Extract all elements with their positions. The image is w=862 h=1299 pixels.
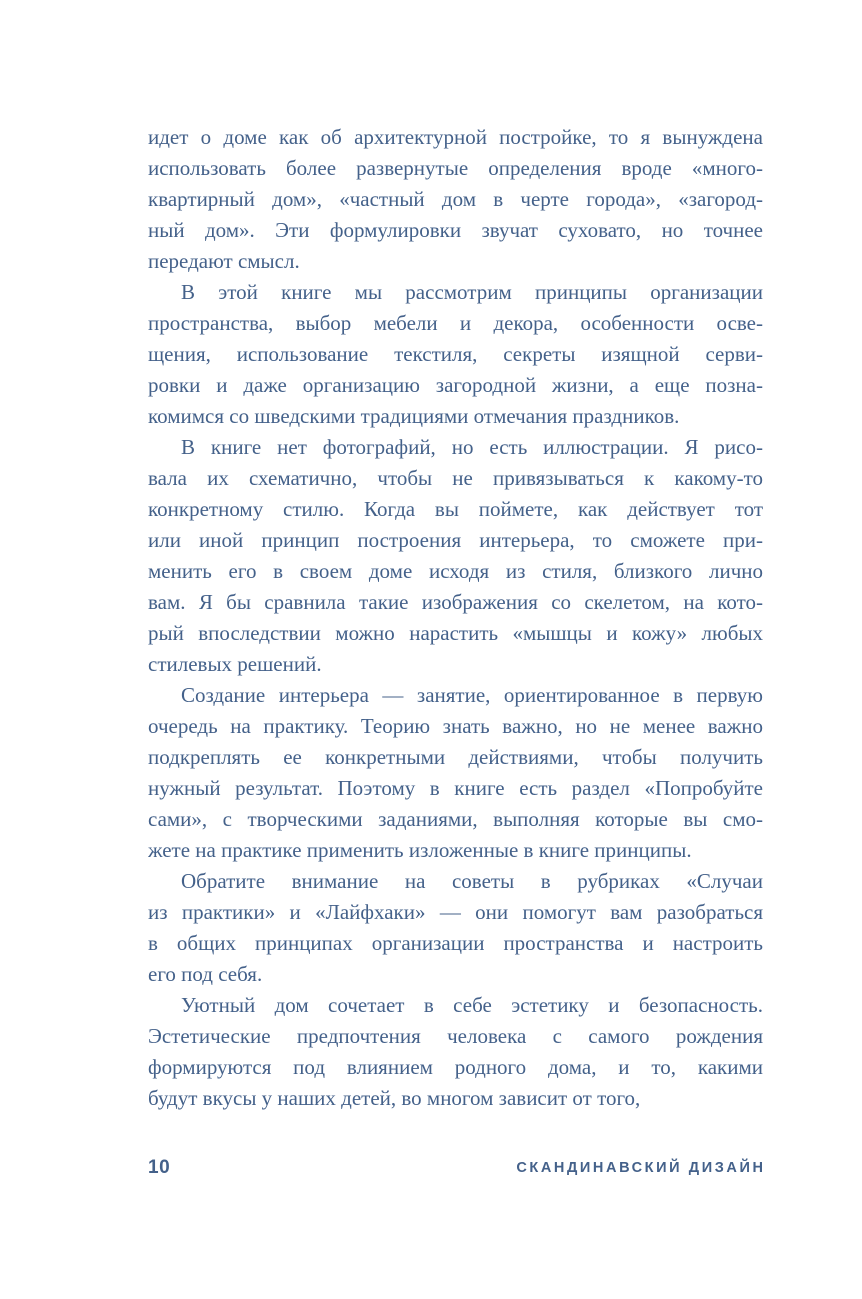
text-line: подкреплять ее конкретными действиями, чтобы получить (148, 745, 763, 769)
paragraph (148, 680, 763, 866)
paragraph (148, 277, 763, 432)
text-line: передают смысл. (148, 249, 300, 273)
paragraph (148, 122, 763, 277)
text-line: его под себя. (148, 962, 263, 986)
text-line: рый впоследствии можно нарастить «мышцы и кожу» любых (148, 621, 763, 645)
text-line: очередь на практику. Теорию знать важно, но не менее важно (148, 714, 763, 738)
text-line: Создание интерьера — занятие, ориентированное в первую (181, 683, 763, 707)
text-line: нужный результат. Поэтому в книге есть раздел «Попробуйте (148, 776, 763, 800)
page-number: 10 (148, 1157, 171, 1178)
text-line: Обратите внимание на советы в рубриках «Случаи (181, 869, 763, 893)
running-title: СКАНДИНАВСКИЙ ДИЗАЙН (516, 1160, 766, 1176)
text-line: комимся со шведскими традициями отмечания праздников. (148, 404, 680, 428)
text-line: вам. Я бы сравнила такие изображения со скелетом, на кото- (148, 590, 763, 614)
paragraph (148, 432, 763, 680)
text-line: ровки и даже организацию загородной жизни, а еще позна- (148, 373, 763, 397)
page-text (148, 122, 763, 1114)
text-line: менить его в своем доме исходя из стиля, близкого лично (148, 559, 763, 583)
text-line: формируются под влиянием родного дома, и то, какими (148, 1055, 763, 1079)
text-line: вала их схематично, чтобы не привязываться к какому-то (148, 466, 763, 490)
text-line: квартирный дом», «частный дом в черте города», «загород- (148, 187, 763, 211)
text-line: будут вкусы у наших детей, во многом зависит от того, (148, 1086, 641, 1110)
paragraph (148, 866, 763, 990)
text-line: В этой книге мы рассмотрим принципы организации (181, 280, 763, 304)
text-line: Уютный дом сочетает в себе эстетику и безопасность. (181, 993, 763, 1017)
text-line: или иной принцип построения интерьера, то сможете при- (148, 528, 763, 552)
text-line: сами», с творческими заданиями, выполняя которые вы смо- (148, 807, 763, 831)
page-footer (148, 1154, 766, 1182)
text-line: В книге нет фотографий, но есть иллюстрации. Я рисо- (181, 435, 763, 459)
text-line: Эстетические предпочтения человека с самого рождения (148, 1024, 763, 1048)
text-line: из практики» и «Лайфхаки» — они помогут вам разобраться (148, 900, 763, 924)
text-line: стилевых решений. (148, 652, 322, 676)
text-line: жете на практике применить изложенные в книге принципы. (148, 838, 692, 862)
text-line: в общих принципах организации пространства и настроить (148, 931, 763, 955)
text-line: использовать более развернутые определения вроде «много- (148, 156, 763, 180)
text-line: щения, использование текстиля, секреты изящной серви- (148, 342, 763, 366)
text-line: ный дом». Эти формулировки звучат суховато, но точнее (148, 218, 763, 242)
text-line: идет о доме как об архитектурной постройке, то я вынуждена (148, 125, 763, 149)
text-line: пространства, выбор мебели и декора, особенности осве- (148, 311, 763, 335)
text-line: конкретному стилю. Когда вы поймете, как действует тот (148, 497, 763, 521)
paragraph (148, 990, 763, 1114)
